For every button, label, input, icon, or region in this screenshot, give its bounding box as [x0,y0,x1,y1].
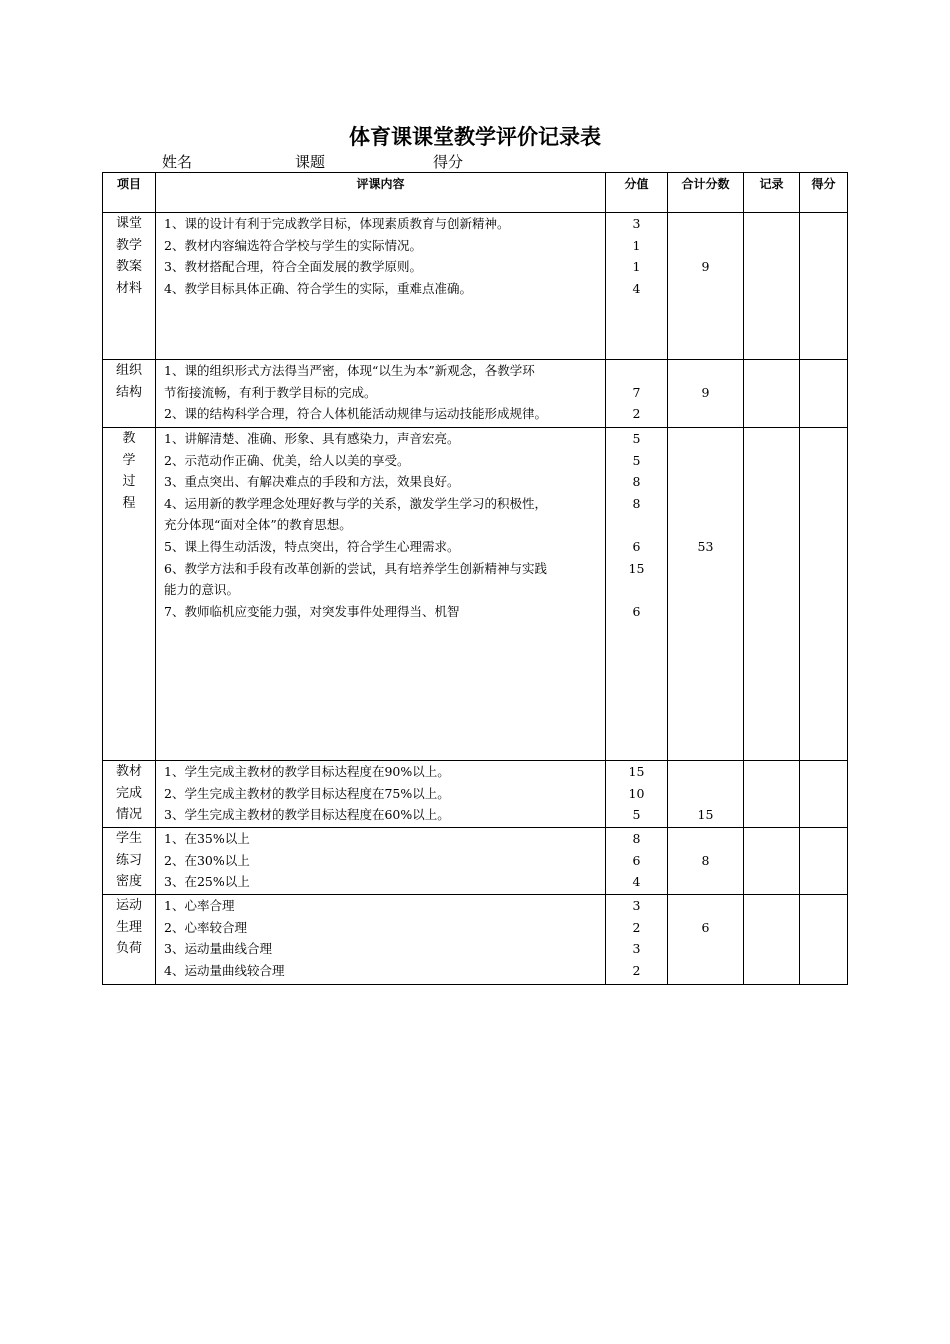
section-points [606,428,668,761]
section-points [606,360,668,428]
category-text: 生理 [115,919,142,935]
point-value: 8 [632,831,641,846]
point-value: 15 [628,560,645,576]
criterion-line: 3、学生完成主教材的教学目标达程度在60%以上。 [164,807,450,823]
section-row [103,895,848,985]
total-value: 8 [701,852,710,868]
point-value [606,360,667,382]
score-cell[interactable] [800,360,848,428]
category-text: 结构 [115,384,142,400]
topic-label: 课题 [295,153,326,171]
section-category [103,360,156,428]
criterion-line: 7、教师临机应变能力强，对突发事件处理得当、机智 [164,603,460,619]
criterion-line: 2、心率较合理 [164,919,247,935]
section-category [103,213,156,360]
section-row [103,213,848,360]
category-text: 过 [122,474,136,490]
point-value: 1 [632,259,641,275]
record-cell[interactable] [744,360,800,428]
point-value: 4 [632,280,641,296]
section-points [606,895,668,985]
point-value: 5 [632,431,641,446]
section-row [103,828,848,895]
category-text: 教 [122,431,136,446]
point-value: 3 [632,216,641,231]
section-total [668,828,744,895]
evaluation-table [102,172,848,985]
section-total [668,360,744,428]
criterion-line: 1、讲解清楚、准确、形象、具有感染力，声音宏亮。 [164,431,460,446]
point-value [606,514,667,536]
section-category [103,895,156,985]
section-total [668,895,744,985]
category-text: 学 [122,452,136,468]
criterion-line: 1、心率合理 [164,898,235,913]
category-text: 组织 [115,363,142,378]
section-content [156,828,606,895]
criterion-line: 2、示范动作正确、优美，给人以美的享受。 [164,452,410,468]
criterion-line: 3、教材搭配合理，符合全面发展的教学原则。 [164,259,422,275]
total-value: 53 [697,539,714,554]
point-value: 3 [632,941,641,957]
total-value: 6 [701,919,710,935]
record-cell[interactable] [744,428,800,761]
record-cell[interactable] [744,828,800,895]
section-total [668,213,744,360]
point-value: 4 [632,874,641,890]
category-text: 完成 [115,785,142,801]
section-category [103,428,156,761]
section-content [156,360,606,428]
point-value: 6 [632,603,641,619]
record-cell[interactable] [744,761,800,828]
point-value: 8 [632,495,641,511]
category-text: 课堂 [115,216,142,231]
total-value: 15 [697,807,714,823]
category-text: 密度 [115,874,142,890]
category-text: 学生 [115,831,142,846]
point-value: 6 [632,852,641,868]
criterion-line: 能力的意识。 [164,582,240,598]
name-label: 姓名 [162,153,193,171]
point-value: 5 [632,807,641,823]
total-value: 9 [701,384,710,400]
section-points [606,213,668,360]
criterion-line: 2、教材内容编选符合学校与学生的实际情况。 [164,237,422,253]
criterion-line: 3、在25%以上 [164,874,250,890]
category-text: 负荷 [115,941,142,957]
point-value: 2 [632,962,641,978]
point-value: 8 [632,474,641,490]
section-row [103,428,848,761]
criterion-line: 3、重点突出、有解决难点的手段和方法，效果良好。 [164,474,460,490]
score-cell[interactable] [800,428,848,761]
header-record: 记录 [744,173,800,213]
category-text: 教案 [115,259,142,275]
point-value: 6 [632,538,641,554]
header-content: 评课内容 [156,173,606,213]
criterion-line: 3、运动量曲线合理 [164,941,272,957]
point-value: 10 [628,785,645,801]
header-score: 得分 [800,173,848,213]
section-content [156,895,606,985]
category-text: 运动 [115,898,142,913]
criterion-line: 节衔接流畅，有利于教学目标的完成。 [164,384,377,400]
criterion-line: 4、运用新的教学理念处理好教与学的关系，激发学生学习的积极性， [164,495,547,511]
header-total: 合计分数 [668,173,744,213]
criterion-line: 2、在30%以上 [164,852,250,868]
section-points [606,828,668,895]
category-text: 程 [122,495,136,511]
point-value: 7 [632,384,641,400]
section-total [668,761,744,828]
total-value: 9 [701,259,710,275]
criterion-line: 4、运动量曲线较合理 [164,962,285,978]
criterion-line: 充分体现“面对全体”的教育思想。 [164,517,352,533]
score-cell[interactable] [800,761,848,828]
section-points [606,761,668,828]
score-label: 得分 [433,153,464,171]
record-cell[interactable] [744,895,800,985]
header-item: 项目 [103,173,156,213]
section-content [156,428,606,761]
header-points: 分值 [606,173,668,213]
category-text: 教材 [115,764,142,779]
record-cell[interactable] [744,213,800,360]
point-value: 2 [632,919,641,935]
point-value: 1 [632,237,641,253]
page-title: 体育课课堂教学评价记录表 [349,125,601,149]
category-text: 情况 [115,807,142,823]
point-value: 5 [632,452,641,468]
point-value: 2 [632,406,641,422]
criterion-line: 1、学生完成主教材的教学目标达程度在90%以上。 [164,764,450,779]
category-text: 练习 [115,852,142,868]
category-text: 材料 [115,280,142,296]
section-content [156,761,606,828]
category-text: 教学 [115,237,142,253]
criterion-line: 5、课上得生动活泼，特点突出，符合学生心理需求。 [164,538,460,554]
score-cell[interactable] [800,895,848,985]
score-cell[interactable] [800,828,848,895]
criterion-line: 4、教学目标具体正确、符合学生的实际，重难点准确。 [164,280,472,296]
criterion-line: 6、教学方法和手段有改革创新的尝试，具有培养学生创新精神与实践 [164,560,547,576]
section-row [103,360,848,428]
section-total [668,428,744,761]
header-row [103,173,848,213]
point-value: 15 [628,764,645,779]
criterion-line: 2、课的结构科学合理，符合人体机能活动规律与运动技能形成规律。 [164,406,547,422]
criterion-line: 1、课的设计有利于完成教学目标，体现素质教育与创新精神。 [164,216,510,231]
section-category [103,828,156,895]
point-value: 3 [632,898,641,913]
criterion-line: 2、学生完成主教材的教学目标达程度在75%以上。 [164,785,450,801]
score-cell[interactable] [800,213,848,360]
section-row [103,761,848,828]
criterion-line: 1、课的组织形式方法得当严密，体现“以生为本”新观念，各教学环 [164,363,535,378]
point-value [606,579,667,601]
section-category [103,761,156,828]
section-content [156,213,606,360]
criterion-line: 1、在35%以上 [164,831,250,846]
